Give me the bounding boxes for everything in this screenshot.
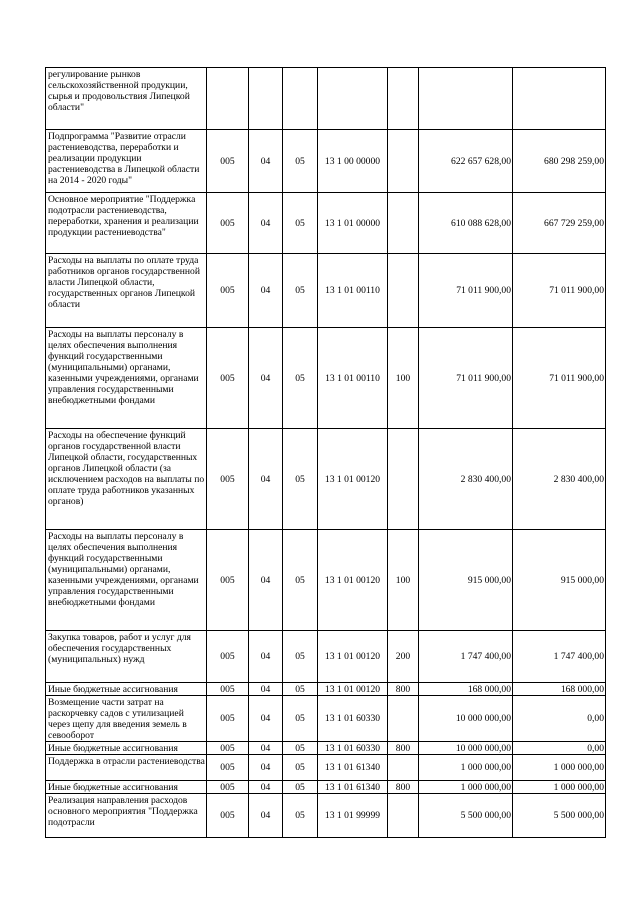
target-article-cell: 13 1 01 61340	[318, 781, 388, 794]
amount-year2-cell: 667 729 259,00	[513, 193, 606, 254]
expense-type-cell	[388, 429, 419, 530]
section-code-cell: 04	[249, 742, 283, 755]
subsection-code-cell: 05	[283, 631, 318, 683]
expense-name-cell: Закупка товаров, работ и услуг для обеспечения государственных (муниципальных) нужд	[46, 631, 207, 683]
amount-year1-cell: 10 000 000,00	[419, 696, 513, 742]
budget-table	[45, 67, 606, 838]
target-article-cell: 13 1 01 60330	[318, 696, 388, 742]
expense-type-cell: 100	[388, 328, 419, 429]
amount-year2-cell: 0,00	[513, 696, 606, 742]
ministry-code-cell: 005	[207, 193, 249, 254]
subsection-code-cell: 05	[283, 530, 318, 631]
amount-year2-cell: 168 000,00	[513, 683, 606, 696]
expense-name-cell: Иные бюджетные ассигнования	[46, 781, 207, 794]
target-article-cell	[318, 68, 388, 130]
expense-type-cell	[388, 130, 419, 193]
ministry-code-cell: 005	[207, 328, 249, 429]
amount-year1-cell: 915 000,00	[419, 530, 513, 631]
subsection-code-cell: 05	[283, 755, 318, 781]
amount-year2-cell: 1 747 400,00	[513, 631, 606, 683]
target-article-cell: 13 1 01 00120	[318, 631, 388, 683]
expense-type-cell: 800	[388, 742, 419, 755]
amount-year1-cell: 168 000,00	[419, 683, 513, 696]
section-code-cell: 04	[249, 254, 283, 328]
target-article-cell: 13 1 01 60330	[318, 742, 388, 755]
expense-name-cell: Расходы на обеспечение функций органов государственной власти Липецкой области, государственных органов Липецкой области (за исключением расходов на выплаты по оплате труда работников указанных органов)	[46, 429, 207, 530]
expense-type-cell	[388, 193, 419, 254]
section-code-cell: 04	[249, 631, 283, 683]
amount-year2-cell: 5 500 000,00	[513, 794, 606, 838]
expense-type-cell: 200	[388, 631, 419, 683]
subsection-code-cell: 05	[283, 130, 318, 193]
subsection-code-cell: 05	[283, 781, 318, 794]
ministry-code-cell: 005	[207, 755, 249, 781]
expense-type-cell	[388, 755, 419, 781]
section-code-cell	[249, 68, 283, 130]
target-article-cell: 13 1 01 61340	[318, 755, 388, 781]
table-row	[46, 130, 606, 193]
amount-year1-cell: 1 747 400,00	[419, 631, 513, 683]
expense-type-cell	[388, 794, 419, 838]
subsection-code-cell: 05	[283, 696, 318, 742]
expense-name-cell: регулирование рынков сельскохозяйственной продукции, сырья и продовольствия Липецкой области"	[46, 68, 207, 130]
section-code-cell: 04	[249, 530, 283, 631]
table-row	[46, 193, 606, 254]
target-article-cell: 13 1 01 99999	[318, 794, 388, 838]
amount-year1-cell: 1 000 000,00	[419, 781, 513, 794]
table-row	[46, 328, 606, 429]
table-row	[46, 68, 606, 130]
subsection-code-cell: 05	[283, 429, 318, 530]
ministry-code-cell: 005	[207, 631, 249, 683]
ministry-code-cell: 005	[207, 781, 249, 794]
amount-year1-cell: 5 500 000,00	[419, 794, 513, 838]
ministry-code-cell: 005	[207, 742, 249, 755]
expense-type-cell: 100	[388, 530, 419, 631]
target-article-cell: 13 1 00 00000	[318, 130, 388, 193]
ministry-code-cell: 005	[207, 429, 249, 530]
expense-name-cell: Подпрограмма "Развитие отрасли растениеводства, переработки и реализации продукции растениеводства в Липецкой области на 2014 - 2020 годы"	[46, 130, 207, 193]
expense-name-cell: Поддержка в отрасли растениеводства	[46, 755, 207, 781]
ministry-code-cell: 005	[207, 254, 249, 328]
target-article-cell: 13 1 01 00000	[318, 193, 388, 254]
expense-name-cell: Возмещение части затрат на раскорчевку садов с утилизацией через щепу для введения земель в севооборот	[46, 696, 207, 742]
expense-type-cell: 800	[388, 683, 419, 696]
table-row	[46, 631, 606, 683]
table-row	[46, 254, 606, 328]
subsection-code-cell: 05	[283, 683, 318, 696]
amount-year2-cell	[513, 68, 606, 130]
section-code-cell: 04	[249, 755, 283, 781]
target-article-cell: 13 1 01 00120	[318, 530, 388, 631]
amount-year1-cell: 1 000 000,00	[419, 755, 513, 781]
subsection-code-cell: 05	[283, 193, 318, 254]
ministry-code-cell: 005	[207, 683, 249, 696]
target-article-cell: 13 1 01 00120	[318, 683, 388, 696]
target-article-cell: 13 1 01 00120	[318, 429, 388, 530]
section-code-cell: 04	[249, 193, 283, 254]
target-article-cell: 13 1 01 00110	[318, 254, 388, 328]
subsection-code-cell	[283, 68, 318, 130]
expense-name-cell: Иные бюджетные ассигнования	[46, 683, 207, 696]
table-row	[46, 794, 606, 838]
table-row	[46, 755, 606, 781]
amount-year2-cell: 680 298 259,00	[513, 130, 606, 193]
ministry-code-cell: 005	[207, 794, 249, 838]
table-row	[46, 429, 606, 530]
expense-type-cell	[388, 696, 419, 742]
budget-table-page	[45, 67, 605, 838]
section-code-cell: 04	[249, 130, 283, 193]
expense-name-cell: Реализация направления расходов основного мероприятия "Поддержка подотрасли	[46, 794, 207, 838]
table-row	[46, 696, 606, 742]
expense-type-cell	[388, 68, 419, 130]
amount-year2-cell: 1 000 000,00	[513, 755, 606, 781]
ministry-code-cell: 005	[207, 696, 249, 742]
amount-year1-cell: 2 830 400,00	[419, 429, 513, 530]
amount-year1-cell	[419, 68, 513, 130]
amount-year1-cell: 71 011 900,00	[419, 254, 513, 328]
section-code-cell: 04	[249, 429, 283, 530]
expense-name-cell: Основное мероприятие "Поддержка подотрасли растениеводства, переработки, хранения и реализации продукции растениеводства"	[46, 193, 207, 254]
subsection-code-cell: 05	[283, 254, 318, 328]
table-row	[46, 530, 606, 631]
ministry-code-cell	[207, 68, 249, 130]
expense-name-cell: Расходы на выплаты персоналу в целях обеспечения выполнения функций государственными (муниципальными) органами, казенными учреждениями, органами управления государственными внебюджетными фондами	[46, 328, 207, 429]
amount-year2-cell: 71 011 900,00	[513, 254, 606, 328]
amount-year1-cell: 10 000 000,00	[419, 742, 513, 755]
table-row	[46, 781, 606, 794]
amount-year1-cell: 71 011 900,00	[419, 328, 513, 429]
target-article-cell: 13 1 01 00110	[318, 328, 388, 429]
amount-year1-cell: 622 657 628,00	[419, 130, 513, 193]
ministry-code-cell: 005	[207, 130, 249, 193]
table-row	[46, 742, 606, 755]
table-row	[46, 683, 606, 696]
amount-year2-cell: 1 000 000,00	[513, 781, 606, 794]
amount-year2-cell: 915 000,00	[513, 530, 606, 631]
ministry-code-cell: 005	[207, 530, 249, 631]
subsection-code-cell: 05	[283, 742, 318, 755]
expense-type-cell	[388, 254, 419, 328]
expense-type-cell: 800	[388, 781, 419, 794]
amount-year2-cell: 71 011 900,00	[513, 328, 606, 429]
amount-year1-cell: 610 088 628,00	[419, 193, 513, 254]
expense-name-cell: Расходы на выплаты персоналу в целях обеспечения выполнения функций государственными (муниципальными) органами, казенными учреждениями, органами управления государственными внебюджетными фондами	[46, 530, 207, 631]
section-code-cell: 04	[249, 683, 283, 696]
section-code-cell: 04	[249, 794, 283, 838]
subsection-code-cell: 05	[283, 328, 318, 429]
expense-name-cell: Иные бюджетные ассигнования	[46, 742, 207, 755]
amount-year2-cell: 0,00	[513, 742, 606, 755]
section-code-cell: 04	[249, 328, 283, 429]
section-code-cell: 04	[249, 696, 283, 742]
expense-name-cell: Расходы на выплаты по оплате труда работников органов государственной власти Липецкой области, государственных органов Липецкой области	[46, 254, 207, 328]
section-code-cell: 04	[249, 781, 283, 794]
subsection-code-cell: 05	[283, 794, 318, 838]
amount-year2-cell: 2 830 400,00	[513, 429, 606, 530]
